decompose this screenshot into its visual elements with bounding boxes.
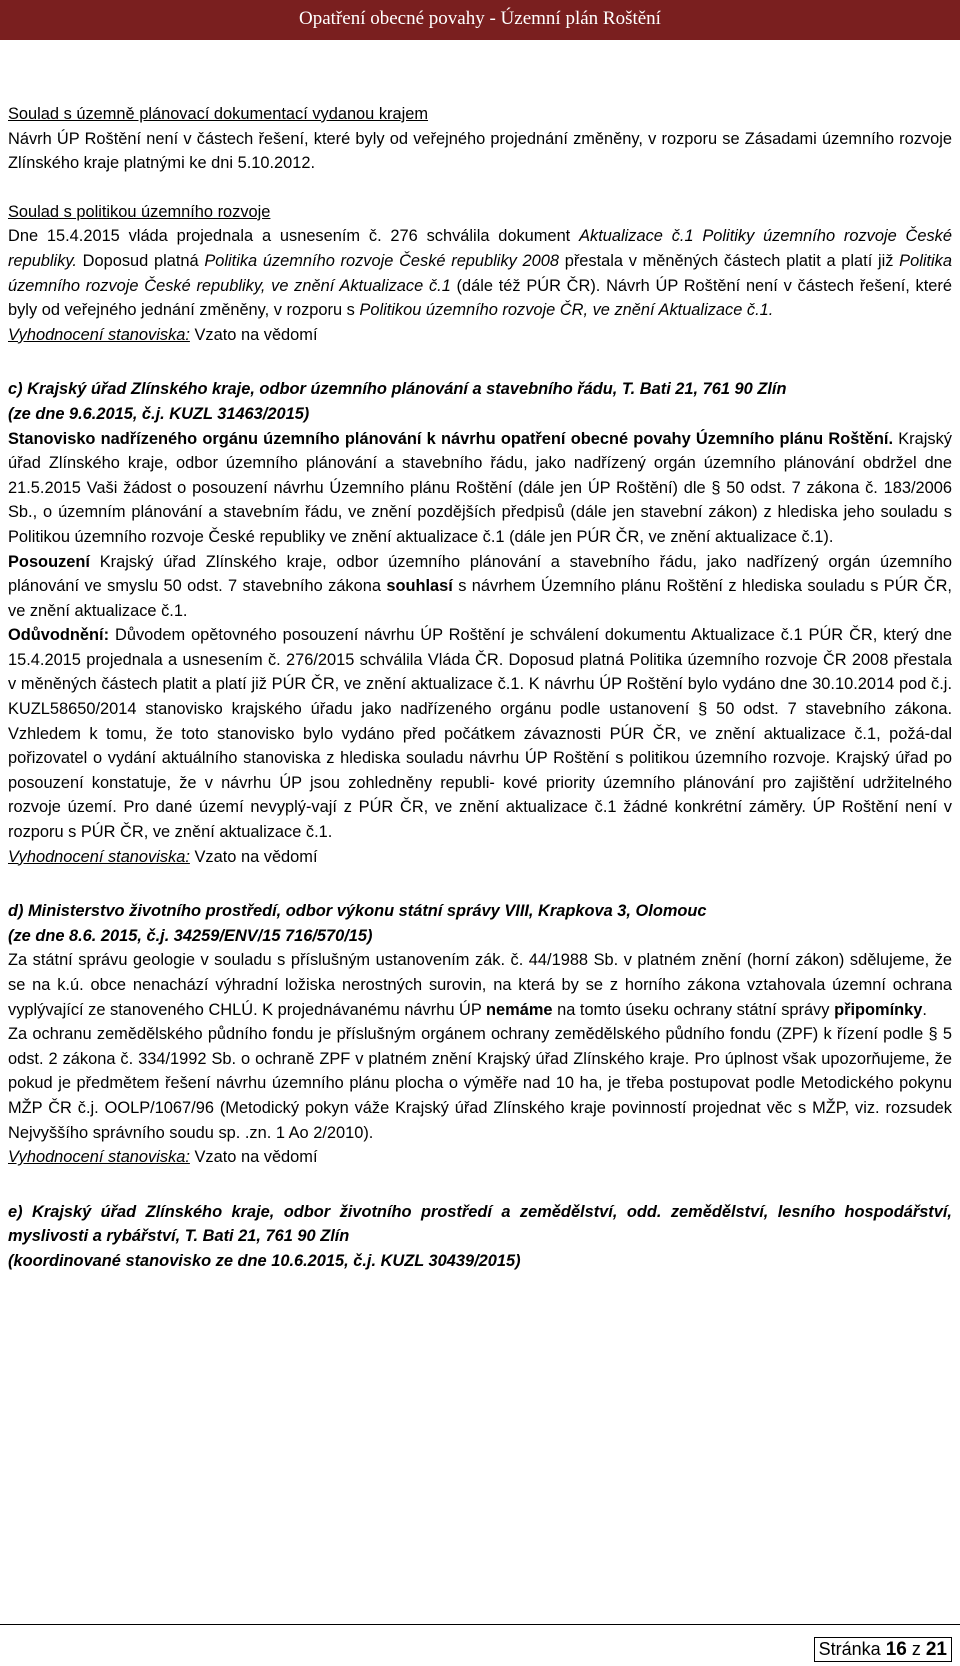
evaluation-line [8,1145,952,1170]
section-heading-policy: Soulad s politikou územního rozvoje [8,202,271,221]
paragraph: Za státní správu geologie v souladu s příslušným ustanovením zák. č. 44/1988 Sb. v platném znění (horní zákon) sdělujeme, že se na k.ú. obce nenachází výhradní ložiska nerostných surovin, na která by se z horního zákona vztahovala územní ochrana vyplývající ze stanoveného CHLÚ. K projednávanému návrhu ÚP nemáme na tomto úseku ochrany státní správy připomínky. [8,951,952,1019]
paragraph: Stanovisko nadřízeného orgánu územního plánování k návrhu opatření obecné povahy Územního plánu Roštění. Krajský úřad Zlínského kraje, odbor územního plánování a stavebního řádu, jako nadřízený orgán územního plánování obdržel dne 21.5.2015 Vaši žádost o posouzení návrhu Územního plánu Roštění (dále jen ÚP Roštění) dle § 50 odst. 7 zákona č. 183/2006 Sb., o územním plánování a stavebním řádu, ve znění pozdějších předpisů (dále jen stavební zákon) z hlediska jeho souladu s Politikou územního rozvoje České republiky ve znění aktualizace č.1 (dále jen PÚR ČR, ve znění aktualizace č.1). [8,429,952,546]
paragraph: Návrh ÚP Roštění není v částech řešení, které byly od veřejného projednání změněny, v rozporu se Zásadami územního rozvoje Zlínského kraje platnými ke dni 5.10.2012. [8,129,952,173]
document-title: Opatření obecné povahy - Územní plán Roštění [299,8,661,29]
paragraph: Za ochranu zemědělského půdního fondu je příslušným orgánem ochrany zemědělského půdního fondu (ZPF) k řízení podle § 5 odst. 2 zákona č. 334/1992 Sb. o ochraně ZPF v platném znění Krajský úřad Zlínského kraje. Pro úplnost však upozorňujeme, že pokud je předmětem řešení návrhu územního plánu plocha o výměře nad 10 ha, je třeba postupovat podle Metodického pokynu MŽP ČR č.j. OOLP/1067/96 (Metodický pokyn váže Krajský úřad Zlínského kraje povinností projednat věc s MŽP, viz. rozsudek Nejvyššího správního soudu sp. .zn. 1 Ao 2/2010). [8,1025,952,1142]
page-number: Stránka 16 z 21 [814,1637,952,1662]
section-heading-e: e) Krajský úřad Zlínského kraje, odbor životního prostředí a zemědělství, odd. zemědělství, lesního hospodářství, myslivosti a rybářství, T. Bati 21, 761 90 Zlín [8,1202,952,1246]
paragraph: Dne 15.4.2015 vláda projednala a usnesením č. 276 schválila dokument Aktualizace č.1 Politiky územního rozvoje České republiky. Doposud platná Politika územního rozvoje České republiky 2008 přestala v měněných částech platit a platí již Politika územního rozvoje České republiky, ve znění Aktualizace č.1 (dále též PÚR ČR). Návrh ÚP Roštění není v částech řešení, které byly od veřejného jednání změněny, v rozporu s Politikou územního rozvoje ČR, ve znění Aktualizace č.1. [8,227,952,320]
section-heading-c: c) Krajský úřad Zlínského kraje, odbor územního plánování a stavebního řádu, T. Bati 21, 761 90 Zlín [8,380,787,399]
evaluation-value: Vzato na vědomí [189,847,318,866]
section-heading-territorial-planning: Soulad s územně plánovací dokumentací vydanou krajem [8,105,429,123]
evaluation-label: Vyhodnocení stanoviska: [8,1148,190,1167]
reference: (koordinované stanovisko ze dne 10.6.2015, č.j. KUZL 30439/2015) [8,1251,521,1270]
paragraph: Posouzení Krajský úřad Zlínského kraje, odbor územního plánování a stavebního řádu, jako nadřízený orgán územního plánování ve smyslu 50 odst. 7 stavebního zákona souhlasí s návrhem Územního plánu Roštění z hlediska souladu s PÚR ČR, ve znění aktualizace č.1. [8,552,952,620]
evaluation-value: Vzato na vědomí [189,1148,318,1167]
evaluation-label: Vyhodnocení stanoviska: [8,847,190,866]
page-header [0,0,960,40]
evaluation-value: Vzato na vědomí [189,325,318,344]
paragraph: Odůvodnění: Důvodem opětovného posouzení návrhu ÚP Roštění je schválení dokumentu Aktualizace č.1 PÚR ČR, který dne 15.4.2015 projednala a usnesením č. 276/2015 schválila Vláda ČR. Doposud platná Politika územního rozvoje ČR 2008 přestala v měněných částech platit a platí již PÚR ČR, ve znění aktualizace č.1. K návrhu ÚP Roštění bylo vydáno dne 30.10.2014 pod č.j. KUZL58650/2014 stanovisko krajského úřadu jako nadřízeného orgánu podle ustanovení § 50 odst. 7 stavebního zákona. Vzhledem k tomu, že toto stanovisko bylo vydáno před počátkem závaznosti PÚR ČR, ve znění aktualizace č.1, požá-dal pořizovatel o vydání aktuálního stanoviska z hlediska souladu návrhu ÚP Roštění s politikou územního rozvoje. Krajský úřad po posouzení konstatuje, že v návrhu ÚP jsou zohledněny republi- kové priority územního plánování pro zajištění udržitelného rozvoje území. Pro dané území nevyplý-vají z PÚR ČR, ve znění aktualizace č.1 žádné konkrétní záměry. ÚP Roštění není v rozporu s PÚR ČR, ve znění aktualizace č.1. [8,626,952,842]
document-body [8,102,952,1274]
section-heading-d: d) Ministerstvo životního prostředí, odbor výkonu státní správy VIII, Krapkova 3, Olomouc [8,902,707,921]
evaluation-line [8,845,952,870]
page-footer [0,1624,960,1666]
reference: (ze dne 9.6.2015, č.j. KUZL 31463/2015) [8,404,310,423]
evaluation-line [8,323,952,348]
evaluation-label: Vyhodnocení stanoviska: [8,325,190,344]
reference: (ze dne 8.6. 2015, č.j. 34259/ENV/15 716/570/15) [8,926,373,945]
